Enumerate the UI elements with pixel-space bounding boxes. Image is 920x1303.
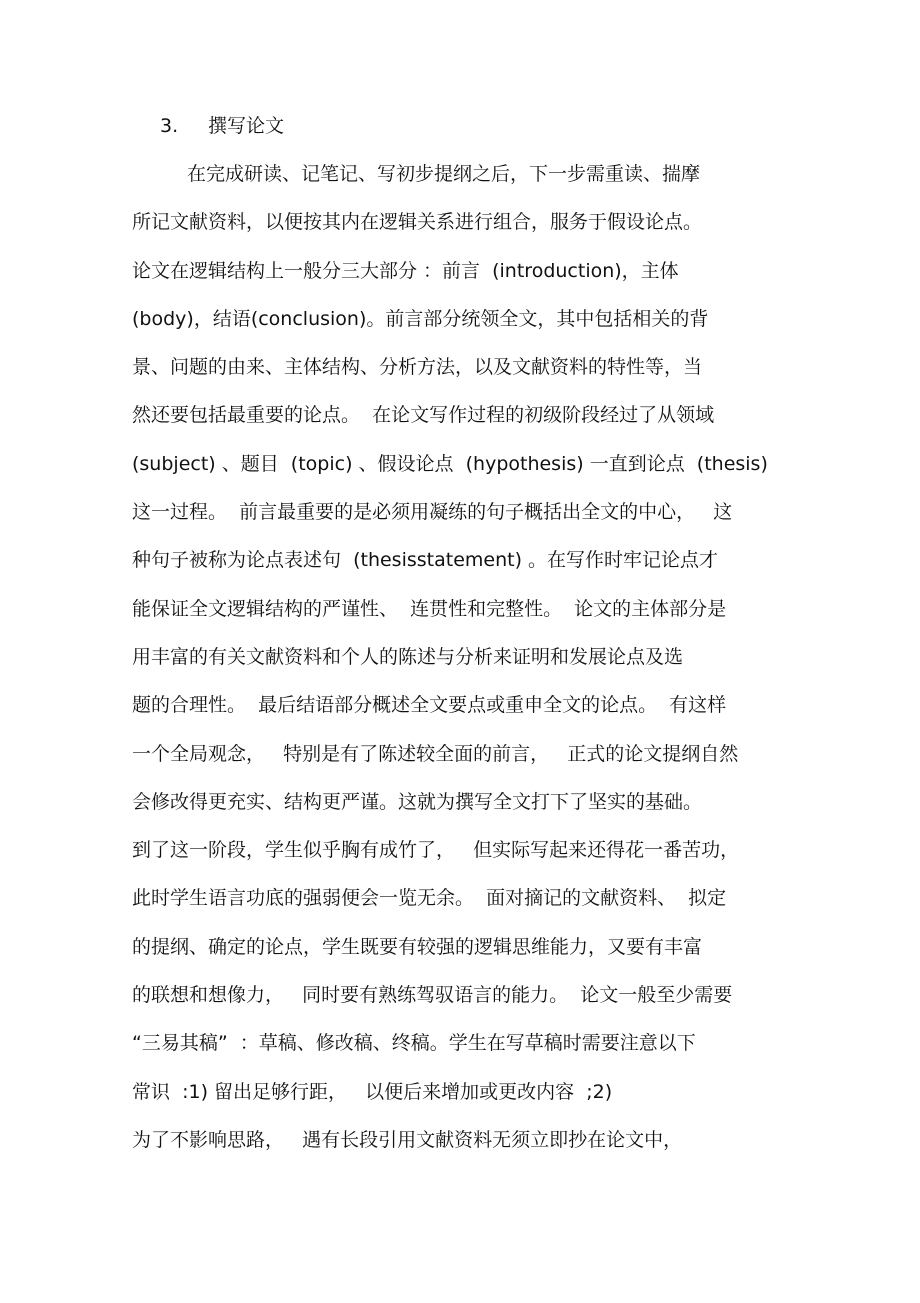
paragraph-line: “三易其稿” ：草稿、修改稿、终稿。学生在写草稿时需要注意以下 (132, 1032, 696, 1055)
paragraph-line: 一个全局观念， 特别是有了陈述较全面的前言， 正式的论文提纲自然 (132, 742, 739, 765)
paragraph-line: 到了这一阶段，学生似乎胸有成竹了， 但实际写起来还得花一番苦功， (132, 839, 740, 862)
paragraph-line: 所记文献资料，以便按其内在逻辑关系进行组合，服务于假设论点。 (132, 211, 703, 234)
paragraph-line: 为了不影响思路， 遇有长段引用文献资料无须立即抄在论文中， (132, 1128, 683, 1151)
paragraph-line: 用丰富的有关文献资料和个人的陈述与分析来证明和发展论点及选 (132, 645, 684, 668)
paragraph-line: 的联想和想像力， 同时要有熟练驾驭语言的能力。 论文一般至少需要 (132, 984, 733, 1007)
section-heading (160, 112, 284, 140)
paragraph-line: 会修改得更充实、结构更严谨。这就为撰写全文打下了坚实的基础。 (132, 790, 703, 813)
paragraph-line: 常识 :1) 留出足够行距， 以便后来增加或更改内容 ;2) (132, 1080, 613, 1103)
paragraph-line: 种句子被称为论点表述句 (thesisstatement) 。在写作时牢记论点才 (132, 549, 719, 572)
paragraph-line: (subject) 、题目 (topic) 、假设论点 (hypothesis) 一直到论点 (thesis) (132, 452, 768, 475)
paragraph-line: 这一过程。 前言最重要的是必须用凝练的句子概括出全文的中心， 这 (132, 501, 733, 524)
section-title: 撰写论文 (208, 115, 285, 137)
paragraph-line: 题的合理性。 最后结语部分概述全文要点或重申全文的论点。 有这样 (132, 694, 727, 717)
paragraph-line: 在完成研读、记笔记、写初步提纲之后，下一步需重读、揣摩 (187, 163, 701, 185)
paragraph-line: 能保证全文逻辑结构的严谨性、 连贯性和完整性。 论文的主体部分是 (132, 597, 727, 620)
paragraph-line: 景、问题的由来、主体结构、分析方法，以及文献资料的特性等，当 (132, 356, 703, 379)
paragraph-line: 此时学生语言功底的强弱便会一览无余。 面对摘记的文献资料、 拟定 (132, 887, 727, 910)
section-number: 3. (160, 115, 179, 137)
paragraph-line: 然还要包括最重要的论点。 在论文写作过程的初级阶段经过了从领域 (132, 404, 715, 427)
paragraph-line: (body)，结语(conclusion)。前言部分统领全文，其中包括相关的背 (132, 307, 709, 330)
paragraph-line: 论文在逻辑结构上一般分三大部分 ：前言 (introduction)，主体 (132, 259, 679, 282)
paragraph-line: 的提纲、确定的论点，学生既要有较强的逻辑思维能力，又要有丰富 (132, 935, 703, 958)
paragraph (132, 160, 772, 1174)
